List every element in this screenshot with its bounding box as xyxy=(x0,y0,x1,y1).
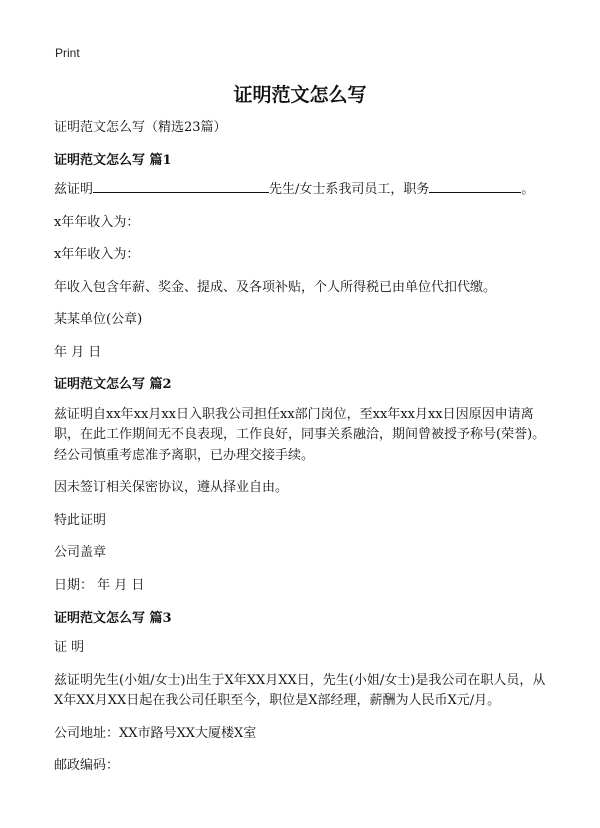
print-label[interactable]: Print xyxy=(55,46,80,60)
document-subtitle: 证明范文怎么写（精选23篇） xyxy=(54,120,227,135)
date-line-2: 日期： 年 月 日 xyxy=(54,577,145,593)
date-line-1: 年 月 日 xyxy=(54,344,102,360)
proof-label: 证 明 xyxy=(54,640,85,656)
document-body xyxy=(54,118,554,789)
employment-body: 兹证明先生(小姐/女士)出生于X年XX月XX日，先生(小姐/女士)是我公司在职人员，从X年XX月XX日起在我公司任职至今，职位是X部经理，薪酬为人民币X元/月。 xyxy=(54,672,546,709)
cert-end: 。 xyxy=(521,182,535,198)
income-line-1: x年年收入为： xyxy=(54,214,140,230)
document-title: 证明范文怎么写 xyxy=(233,84,367,106)
section-heading-1: 证明范文怎么写 篇1 xyxy=(54,152,172,168)
section-heading-2: 证明范文怎么写 篇2 xyxy=(54,377,172,393)
position-blank xyxy=(429,180,521,193)
income-line-2: x年年收入为： xyxy=(54,247,140,263)
postcode-line: 邮政编码： xyxy=(54,758,120,774)
resignation-body: 兹证明自xx年xx月xx日入职我公司担任xx部门岗位，至xx年xx月xx日因原因申请离职，在此工作期间无不良表现，工作良好，同事关系融洽，期间曾被授予称号(荣誉)。经公司慎重考虑准予离职，已办理交接手续。 xyxy=(54,406,546,463)
company-address: 公司地址：XX市路号XX大厦楼X室 xyxy=(54,725,257,741)
certificate-line xyxy=(54,180,554,201)
cert-prefix: 兹证明 xyxy=(54,182,94,198)
cert-middle: 先生/女士系我司员工，职务 xyxy=(269,182,430,198)
section-heading-3: 证明范文怎么写 篇3 xyxy=(54,610,172,626)
name-blank xyxy=(93,180,269,193)
income-detail: 年收入包含年薪、奖金、提成、及各项补贴，个人所得税已由单位代扣代缴。 xyxy=(54,279,497,295)
unit-seal: 某某单位(公章) xyxy=(54,312,143,328)
agreement-line: 因未签订相关保密协议，遵从择业自由。 xyxy=(54,480,289,496)
special-proof: 特此证明 xyxy=(54,512,107,528)
company-seal: 公司盖章 xyxy=(54,545,107,561)
